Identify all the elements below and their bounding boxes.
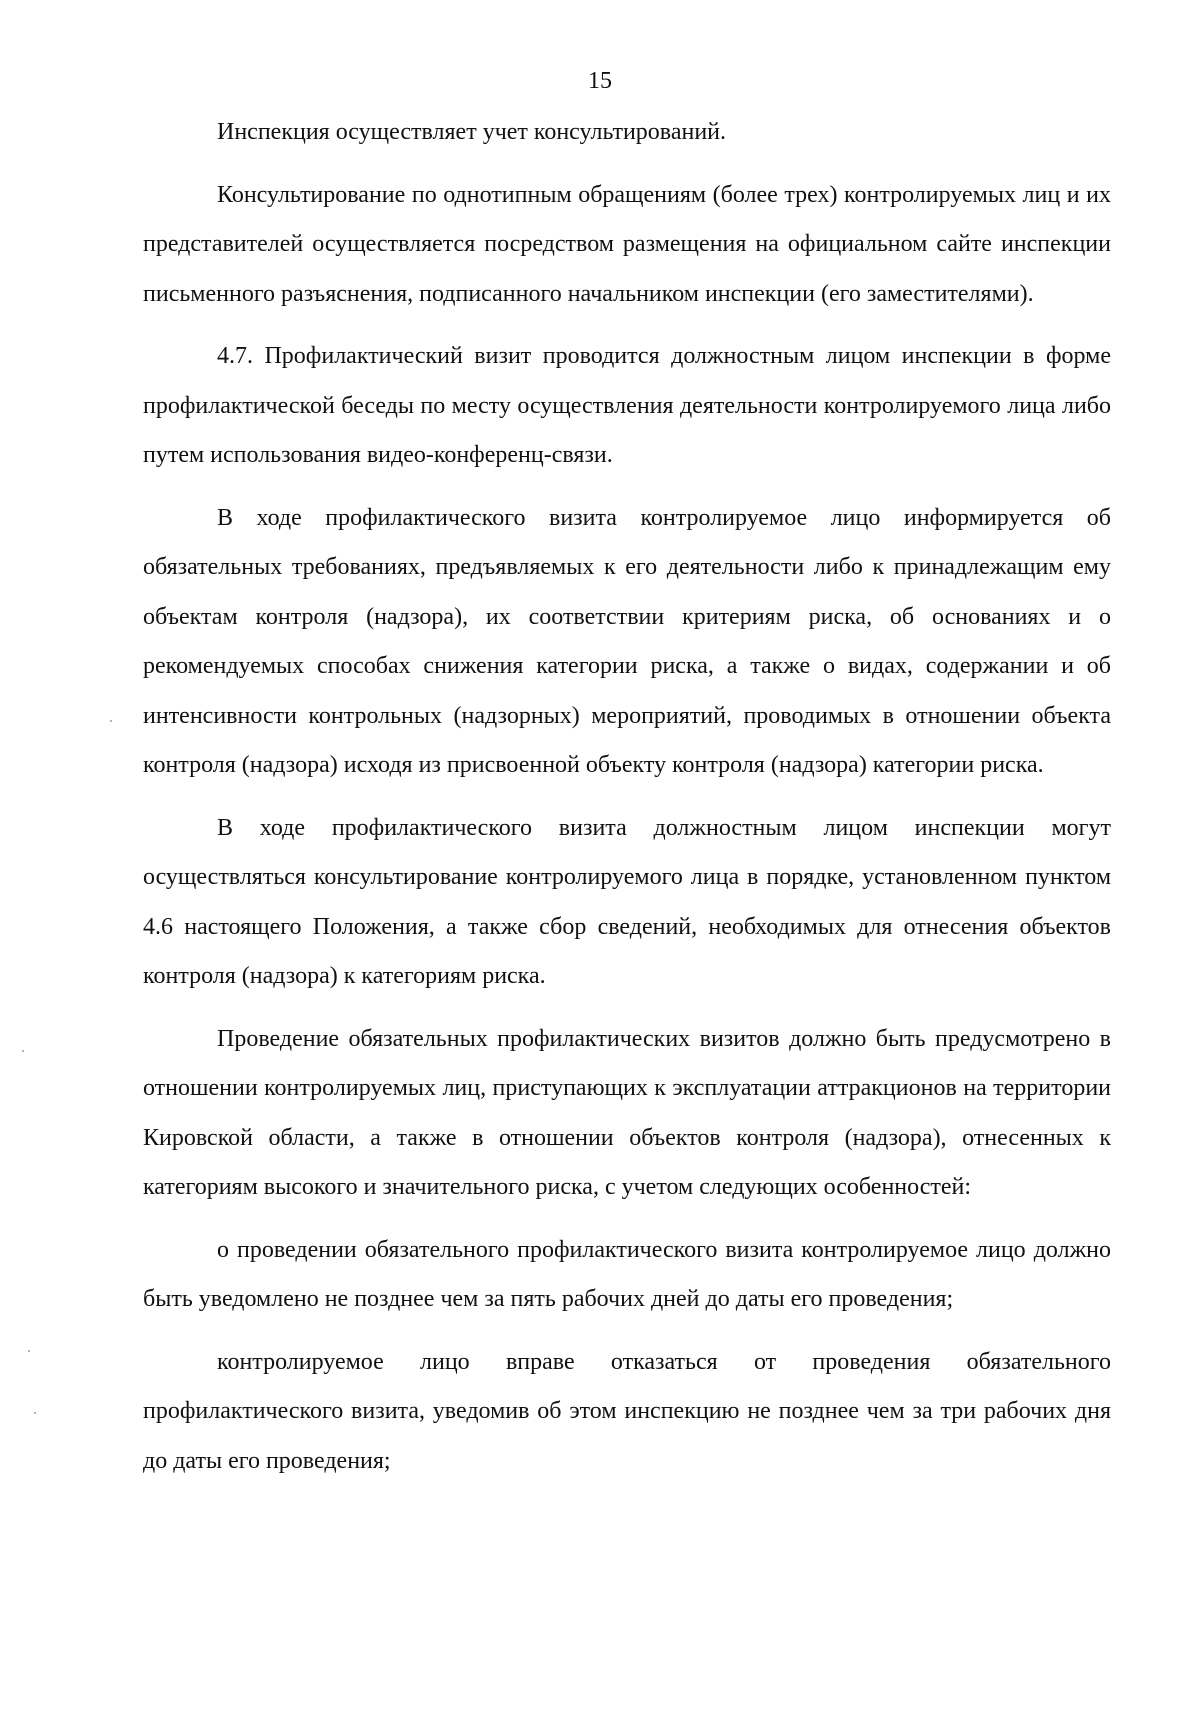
- scan-speck: [34, 1412, 36, 1414]
- document-body: [143, 108, 1111, 1499]
- paragraph-visit-consulting: В ходе профилактического визита должностным лицом инспекции могут осуществляться консультирование контролируемого лица в порядке, установленном пунктом 4.6 настоящего Положения, а также сбор сведений, необходимых для отнесения объектов контроля (надзора) к категориям риска.: [143, 814, 1111, 989]
- scan-speck: [28, 1350, 30, 1352]
- paragraph-mandatory-visits: Проведение обязательных профилактических визитов должно быть предусмотрено в отношении контролируемых лиц, приступающих к эксплуатации аттракционов на территории Кировской области, а также в отношении объектов контроля (надзора), отнесенных к категориям высокого и значительного риска, с учетом следующих особенностей:: [143, 1025, 1111, 1200]
- paragraph-consultations-record: Инспекция осуществляет учет консультирований.: [217, 119, 727, 145]
- page-number: 15: [588, 68, 612, 94]
- paragraph-notice-five-days: о проведении обязательного профилактического визита контролируемое лицо должно быть уведомлено не позднее чем за пять рабочих дней до даты его проведения;: [143, 1236, 1111, 1312]
- paragraph-visit-information: В ходе профилактического визита контролируемое лицо информируется об обязательных требованиях, предъявляемых к его деятельности либо к принадлежащим ему объектам контроля (надзора), их соответствии критериям риска, об основаниях и о рекомендуемых способах снижения категории риска, а также о видах, содержании и об интенсивности контрольных (надзорных) мероприятий, проводимых в отношении объекта контроля (надзора) исходя из присвоенной объекту контроля (надзора) категории риска.: [143, 504, 1111, 778]
- paragraph-section-4-7-preventive-visit: 4.7. Профилактический визит проводится должностным лицом инспекции в форме профилактической беседы по месту осуществления деятельности контролируемого лица либо путем использования видео-конференц-связи.: [143, 343, 1111, 468]
- scan-speck: [22, 1050, 24, 1052]
- paragraph-consultation-similar-requests: Консультирование по однотипным обращениям (более трех) контролируемых лиц и их представителей осуществляется посредством размещения на официальном сайте инспекции письменного разъяснения, подписанного начальником инспекции (его заместителями).: [143, 181, 1111, 307]
- scan-speck: [110, 720, 112, 722]
- paragraph-refusal-three-days: контролируемое лицо вправе отказаться от проведения обязательного профилактического визита, уведомив об этом инспекцию не позднее чем за три рабочих дня до даты его проведения;: [143, 1348, 1111, 1474]
